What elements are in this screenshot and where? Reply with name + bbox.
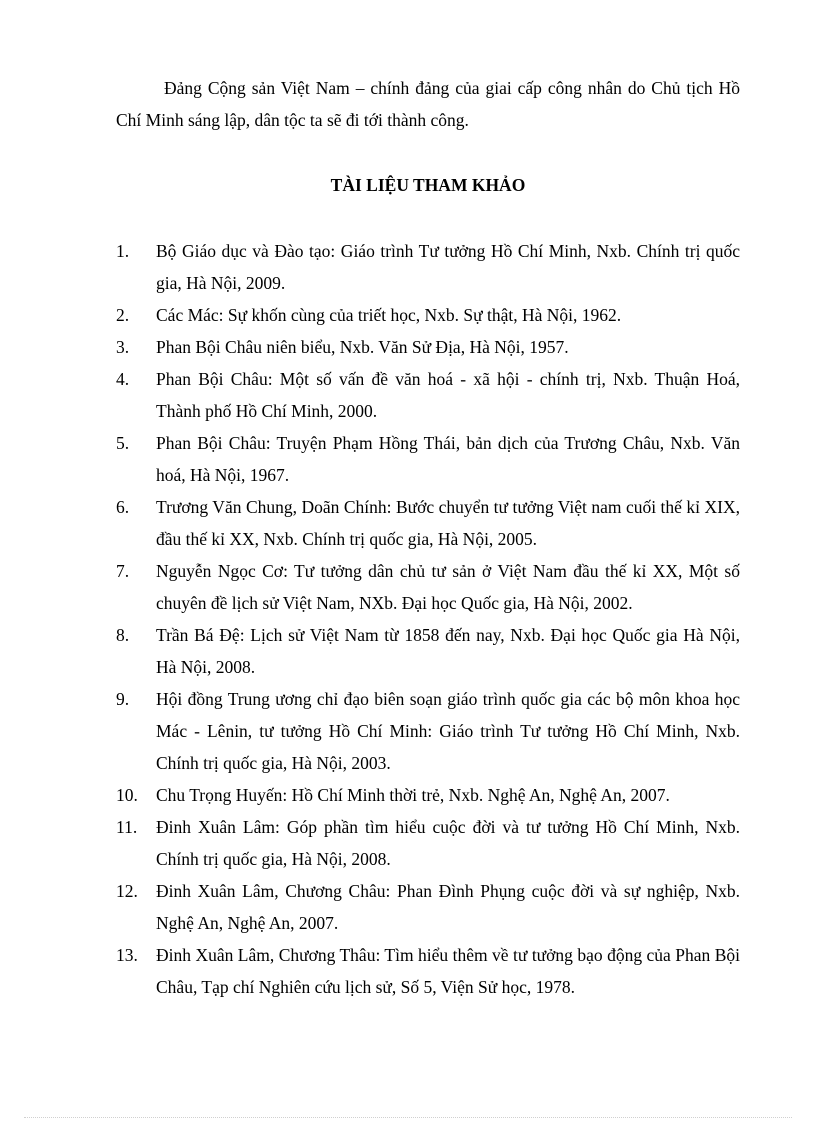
reference-number: 13. (116, 945, 138, 965)
reference-item (116, 875, 740, 939)
reference-item (116, 811, 740, 875)
reference-item (116, 299, 740, 331)
reference-text: Trương Văn Chung, Doãn Chính: Bước chuyển tư tưởng Việt nam cuối thế kỉ XIX, đầu thế kỉ XX, Nxb. Chính trị quốc gia, Hà Nội, 2005. (156, 497, 740, 549)
reference-text: Phan Bội Châu: Truyện Phạm Hồng Thái, bản dịch của Trương Châu, Nxb. Văn hoá, Hà Nội, 1967. (156, 433, 740, 485)
reference-item (116, 331, 740, 363)
reference-text: Hội đồng Trung ương chỉ đạo biên soạn giáo trình quốc gia các bộ môn khoa học Mác - Lênin, tư tưởng Hồ Chí Minh: Giáo trình Tư tưởng Hồ Chí Minh, Nxb. Chính trị quốc gia, Hà Nội, 2003. (156, 689, 740, 773)
reference-text: Các Mác: Sự khốn cùng của triết học, Nxb. Sự thật, Hà Nội, 1962. (156, 305, 622, 325)
reference-item (116, 235, 740, 299)
reference-number: 7. (116, 561, 130, 581)
reference-item (116, 683, 740, 779)
reference-number: 10. (116, 785, 138, 805)
reference-number: 8. (116, 625, 130, 645)
reference-number: 9. (116, 689, 130, 709)
reference-number: 12. (116, 881, 138, 901)
reference-item (116, 555, 740, 619)
reference-text: Bộ Giáo dục và Đào tạo: Giáo trình Tư tưởng Hồ Chí Minh, Nxb. Chính trị quốc gia, Hà Nội, 2009. (156, 241, 740, 293)
reference-item (116, 619, 740, 683)
reference-number: 1. (116, 241, 130, 261)
reference-item (116, 491, 740, 555)
reference-text: Chu Trọng Huyến: Hồ Chí Minh thời trẻ, Nxb. Nghệ An, Nghệ An, 2007. (156, 785, 670, 805)
reference-text: Đinh Xuân Lâm: Góp phần tìm hiểu cuộc đời và tư tưởng Hồ Chí Minh, Nxb. Chính trị quốc gia, Hà Nội, 2008. (156, 817, 740, 869)
reference-text: Phan Bội Châu: Một số vấn đề văn hoá - xã hội - chính trị, Nxb. Thuận Hoá, Thành phố Hồ Chí Minh, 2000. (156, 369, 740, 421)
reference-number: 11. (116, 817, 138, 837)
page-bottom-divider (24, 1117, 792, 1118)
reference-item (116, 779, 740, 811)
reference-text: Trần Bá Đệ: Lịch sử Việt Nam từ 1858 đến nay, Nxb. Đại học Quốc gia Hà Nội, Hà Nội, 2008. (156, 625, 740, 677)
reference-text: Đinh Xuân Lâm, Chương Thâu: Tìm hiểu thêm về tư tưởng bạo động của Phan Bội Châu, Tạp chí Nghiên cứu lịch sử, Số 5, Viện Sử học, 1978. (156, 945, 740, 997)
reference-item (116, 427, 740, 491)
reference-number: 3. (116, 337, 130, 357)
reference-text: Nguyễn Ngọc Cơ: Tư tưởng dân chủ tư sản ở Việt Nam đầu thế kỉ XX, Một số chuyên đề lịch sử Việt Nam, NXb. Đại học Quốc gia, Hà Nội, 2002. (156, 561, 740, 613)
reference-text: Đinh Xuân Lâm, Chương Châu: Phan Đình Phụng cuộc đời và sự nghiệp, Nxb. Nghệ An, Nghệ An, 2007. (156, 881, 740, 933)
reference-number: 2. (116, 305, 130, 325)
reference-number: 6. (116, 497, 130, 517)
intro-paragraph: Đảng Cộng sản Việt Nam – chính đảng của giai cấp công nhân do Chủ tịch Hồ Chí Minh sáng lập, dân tộc ta sẽ đi tới thành công. (116, 78, 740, 130)
reference-item (116, 363, 740, 427)
references-heading: TÀI LIỆU THAM KHẢO (330, 175, 526, 195)
reference-text: Phan Bội Châu niên biểu, Nxb. Văn Sử Địa, Hà Nội, 1957. (156, 337, 569, 357)
references-list (116, 235, 740, 1003)
reference-number: 4. (116, 369, 130, 389)
reference-item (116, 939, 740, 1003)
reference-number: 5. (116, 433, 130, 453)
